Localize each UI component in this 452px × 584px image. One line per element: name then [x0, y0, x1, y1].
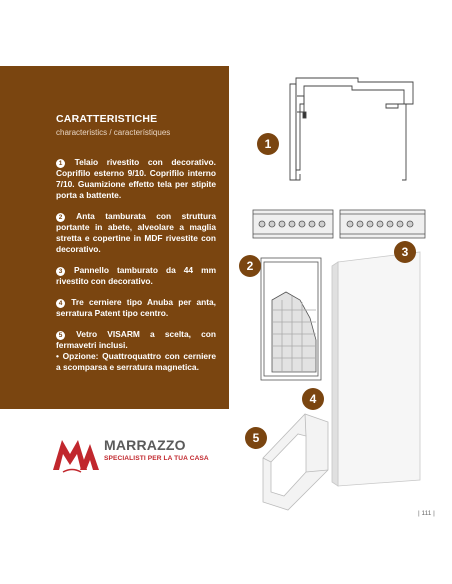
section-title: CARATTERISTICHE: [56, 113, 158, 125]
panel-section-drawing: [253, 210, 425, 238]
callout-badge-2: 2: [239, 255, 261, 277]
callout-badge-1: 1: [257, 133, 279, 155]
callout-badge-4: 4: [302, 388, 324, 410]
section-subtitle: characteristics / característiques: [56, 128, 171, 137]
frame-profile-drawing: [290, 78, 413, 180]
feature-number: 5: [56, 331, 65, 340]
feature-text: Anta tamburata con struttura portante in abete, alveolare a maglia stretta e copertine in MDF rivestite con decorativo.: [56, 211, 217, 254]
feature-option-text: • Opzione: Quattroquattro con cerniere a scomparsa e serratura magnetica.: [56, 351, 216, 372]
glass-frame-drawing: [263, 414, 328, 510]
callout-badge-5: 5: [245, 427, 267, 449]
brand-name: MARRAZZO: [104, 437, 186, 453]
feature-number: 4: [56, 299, 65, 308]
feature-text: Tre cerniere tipo Anuba per anta, serratura Patent tipo centro.: [56, 297, 217, 318]
door-leaf-drawing: [261, 258, 321, 380]
brand-tagline: SPECIALISTI PER LA TUA CASA: [104, 455, 209, 462]
door-panel-drawing: [332, 252, 420, 486]
page-number: | 111 |: [418, 510, 435, 517]
callout-badge-3: 3: [394, 241, 416, 263]
feature-number: 1: [56, 159, 65, 168]
feature-text: Vetro VISARM a scelta, con fermavetri inclusi.: [56, 329, 216, 350]
feature-text: Telaio rivestito con decorativo. Coprifilo esterno 9/10. Coprifilo interno 7/10. Guamizione effetto tela per stipite porta a battente.: [56, 157, 217, 200]
feature-number: 2: [56, 213, 65, 222]
feature-text: Pannello tamburato da 44 mm rivestito con decorativo.: [56, 265, 217, 286]
feature-number: 3: [56, 267, 65, 276]
